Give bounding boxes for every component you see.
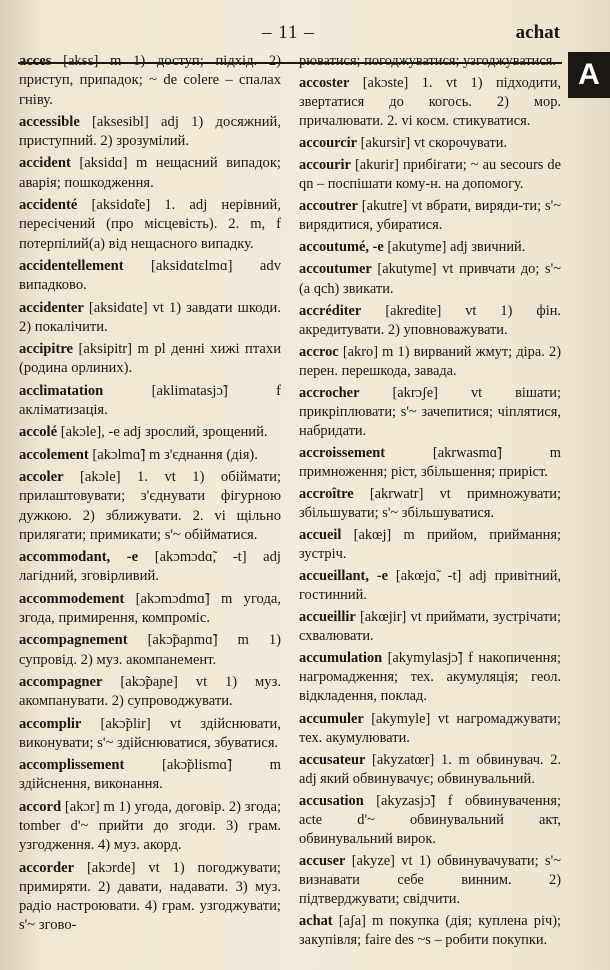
page-number: – 11 – xyxy=(262,22,315,43)
left-column xyxy=(19,52,281,939)
entry-definition: [akutre] vt вбрати, виряди-ти; s'~ вирядитися, убиратися. xyxy=(299,198,561,234)
entry-headword: accommodement xyxy=(19,590,125,607)
entry-headword: acclimatation xyxy=(19,382,104,399)
entry-definition: [aklimatasjɔ̃] f акліматизація. xyxy=(19,382,281,419)
entry-definition: [akɔle] 1. vt 1) обіймати; прилаштовувати; з'єднувати фігурною дужкою. 2) зближувати. 2. vi щільно прилягати; примикати; s'~ обійматися. xyxy=(19,468,281,543)
entry-definition: [akutyme] vt привчати до; s'~ (a qch) звикати. xyxy=(299,261,561,297)
dictionary-entry xyxy=(19,423,281,442)
entry-headword: accuser xyxy=(299,852,346,869)
entry-definition: [akœj] m прийом, приймання; зустріч. xyxy=(299,527,561,563)
entry-headword: accoutumer xyxy=(299,261,372,278)
entry-headword: accoster xyxy=(299,75,350,92)
dictionary-entry xyxy=(19,859,281,936)
dictionary-entry xyxy=(299,526,561,564)
entry-definition: [akɔmɔdɑ̃, -t] adj лагідний, зговірливий. xyxy=(19,549,281,585)
entry-definition: [akɔr] m 1) угода, договір. 2) згода; tomber d'~ прийти до згоди. 3) грам. узгодження. 4) муз. акорд. xyxy=(19,798,281,854)
dictionary-entry xyxy=(299,197,561,235)
dictionary-entry xyxy=(299,134,561,153)
entry-headword: accolé xyxy=(19,424,58,441)
entry-definition: [aksidɑ] m нещасний випадок; аварія; пошкодження. xyxy=(19,155,281,191)
entry-definition: [akœjir] vt приймати, зустрічати; схвалювати. xyxy=(299,609,561,645)
entry-headword: accroître xyxy=(299,485,354,502)
dictionary-entry xyxy=(299,567,561,605)
entry-definition: [akɔ̃plismɑ̃] m здійснення, виконання. xyxy=(19,757,281,793)
dictionary-entry xyxy=(299,852,561,909)
entry-definition: [akɔ̃plir] vt здійснювати, виконувати; s'~ здійснюватися, збуватися. xyxy=(19,715,281,751)
entry-headword: accroc xyxy=(299,343,339,360)
entry-headword: accidentellement xyxy=(19,257,124,274)
entry-definition: [akœjɑ̃, -t] adj привітний, гостинний. xyxy=(299,568,561,604)
dictionary-entry xyxy=(299,751,561,789)
dictionary-entry xyxy=(19,548,281,587)
entry-definition: [akursir] vt скорочувати. xyxy=(357,135,508,152)
entry-headword: accompagner xyxy=(19,673,103,690)
entry-definition: [akrwatr] vt примножувати; збільшувати; s'~ збільшуватися. xyxy=(299,485,561,522)
entry-definition: [akɔle], -e adj зрослий, зрощений. xyxy=(57,424,268,441)
entry-headword: accorder xyxy=(19,859,75,876)
entry-definition: [akɔrde] vt 1) погоджувати; примиряти. 2) давати, надавати. 3) муз. радіо настроювати. 4) грам. узгоджувати; s'~ згово- xyxy=(19,859,281,934)
entry-headword: accoler xyxy=(19,468,64,485)
entry-headword: accolement xyxy=(19,446,89,463)
entry-headword: accident xyxy=(19,155,71,172)
entry-headword: accidenté xyxy=(19,197,78,214)
entry-definition: [akrwasmɑ̃] m примноження; ріст, збільшення; приріст. xyxy=(299,444,561,480)
entry-headword: accord xyxy=(19,798,62,815)
dictionary-entry xyxy=(19,468,281,545)
entry-definition: [akrɔʃe] vt вішати; прикріплювати; s'~ зачепитися; чіплятися, набридати. xyxy=(299,384,561,439)
dictionary-entry xyxy=(19,382,281,421)
entry-headword: accréditer xyxy=(299,302,362,319)
dictionary-entry xyxy=(299,302,561,340)
entry-definition: [aksipitr] m pl денні хижі птахи (родина орлиних). xyxy=(19,341,281,377)
entry-definition: [akymyle] vt нагромаджувати; тех. акумулювати. xyxy=(299,710,561,746)
entry-definition: [akyzatœr] 1. m обвинувач. 2. adj який обвинувачує; обвинувальний. xyxy=(299,751,561,787)
entry-definition: [akutyme] adj звичний. xyxy=(383,239,526,256)
entry-definition: [akro] m 1) вирваний жмут; діра. 2) перен. перешкода, завада. xyxy=(299,343,561,379)
entry-headword: accoutrer xyxy=(299,198,358,215)
dictionary-entry xyxy=(299,238,561,257)
entry-definition: [akredite] vt 1) фін. акредитувати. 2) уповноважувати. xyxy=(299,302,561,338)
entry-definition: [aksɛ] m 1) доступ; підхід. 2) приступ, припадок; ~ de colere – спалах гніву. xyxy=(19,53,281,108)
dictionary-entry xyxy=(299,52,561,71)
entry-definition: [aksidɑte] vt 1) завдати шкоди. 2) покалічити. xyxy=(19,299,281,335)
dictionary-entry xyxy=(19,798,281,856)
dictionary-entry xyxy=(299,384,561,441)
dictionary-entry xyxy=(299,912,561,950)
dictionary-entry xyxy=(299,260,561,298)
entry-definition: [akɔste] 1. vt 1) підходити, звертатися до когось. 2) мор. причалювати. 2. vi косм. стикуватися. xyxy=(299,75,561,130)
entry-headword: accumulation xyxy=(299,650,383,667)
entry-headword: accusateur xyxy=(299,751,366,768)
entry-headword: accoutumé, -e xyxy=(299,239,384,256)
entry-headword: accueillir xyxy=(299,609,356,626)
entry-definition: [aksidɑ̃te] 1. adj нерівний, пересічений (про місцевість). 2. m, f потерпілий(а) від нещасного випадку. xyxy=(19,197,281,252)
entry-headword: accourcir xyxy=(299,135,358,152)
entry-headword: accomplir xyxy=(19,715,82,732)
entry-headword: accomplissement xyxy=(19,757,125,774)
entry-headword: accumuler xyxy=(299,710,364,727)
entry-headword: accueillant, -e xyxy=(299,568,389,585)
entry-headword: accroissement xyxy=(299,444,386,461)
entry-headword: accessible xyxy=(19,113,80,130)
dictionary-entry xyxy=(19,52,281,110)
dictionary-entry xyxy=(19,673,281,712)
dictionary-entry xyxy=(299,485,561,523)
dictionary-entry xyxy=(19,756,281,795)
dictionary-entry xyxy=(19,154,281,193)
entry-headword: acces xyxy=(19,53,52,69)
dictionary-entry xyxy=(19,590,281,629)
entry-headword: accusation xyxy=(299,792,364,809)
dictionary-entry xyxy=(299,343,561,381)
entry-headword: accommodant, -e xyxy=(19,549,139,566)
entry-definition: [akɔ̃paɲmɑ̃] m 1) супровід. 2) муз. акомпанемент. xyxy=(19,632,281,668)
entry-headword: accidenter xyxy=(19,299,84,316)
entry-definition: [akurir] прибігати; ~ au secours de qn – поспішати кому-н. на допомогу. xyxy=(299,157,561,193)
dictionary-entry xyxy=(299,792,561,849)
entry-definition: [akɔmɔdmɑ̃] m угода, згода, примирення, компроміс. xyxy=(19,590,281,627)
dictionary-entry xyxy=(19,196,281,254)
dictionary-entry xyxy=(299,74,561,131)
entry-definition: [akymylasjɔ̃] f накопичення; нагромадження; тех. акумуляція; геол. відкладення, поклад. xyxy=(299,650,561,705)
entry-definition: [aʃa] m покупка (дія; куплена річ); закупівля; faire des ~s – робити покупки. xyxy=(299,912,561,949)
dictionary-entry xyxy=(299,608,561,646)
running-head: achat xyxy=(515,22,560,43)
entry-definition: [akɔlmɑ̃] m з'єднання (дія). xyxy=(88,446,258,463)
dictionary-entry xyxy=(19,340,281,379)
entry-headword: achat xyxy=(299,912,333,929)
entry-definition: [akyzasjɔ̃] f обвинувачення; acte d'~ обвинувальний акт, обвинувальний вирок. xyxy=(299,792,561,847)
entry-definition: рюватися; погоджуватися; узгоджуватися. xyxy=(299,53,556,69)
dictionary-entry xyxy=(19,715,281,754)
right-column xyxy=(299,52,561,953)
letter-tab: A xyxy=(568,52,610,98)
entry-headword: accipitre xyxy=(19,341,74,358)
dictionary-entry xyxy=(299,444,561,482)
dictionary-entry xyxy=(19,257,281,296)
entry-definition: [aksesibl] adj 1) досяжний, приступний. 2) зрозумілий. xyxy=(19,113,281,150)
entry-definition: [aksidɑtɛlmɑ] adv випадково. xyxy=(19,257,281,294)
entry-definition: [akyze] vt 1) обвинувачувати; s'~ визнавати себе винним. 2) підтверджувати; свідчити. xyxy=(299,852,561,907)
dictionary-entry xyxy=(299,156,561,194)
entry-headword: accourir xyxy=(299,157,351,174)
dictionary-entry xyxy=(19,113,281,152)
entry-headword: accrocher xyxy=(299,384,360,401)
dictionary-entry xyxy=(299,649,561,706)
entry-headword: accueil xyxy=(299,527,342,544)
entry-headword: accompagnement xyxy=(19,632,128,649)
dictionary-entry xyxy=(19,631,281,670)
dictionary-entry xyxy=(19,299,281,338)
page-header xyxy=(0,18,610,48)
entry-definition: [akɔ̃paɲe] vt 1) муз. акомпанувати. 2) супроводжувати. xyxy=(19,673,281,710)
dictionary-entry xyxy=(19,446,281,465)
dictionary-entry xyxy=(299,710,561,748)
